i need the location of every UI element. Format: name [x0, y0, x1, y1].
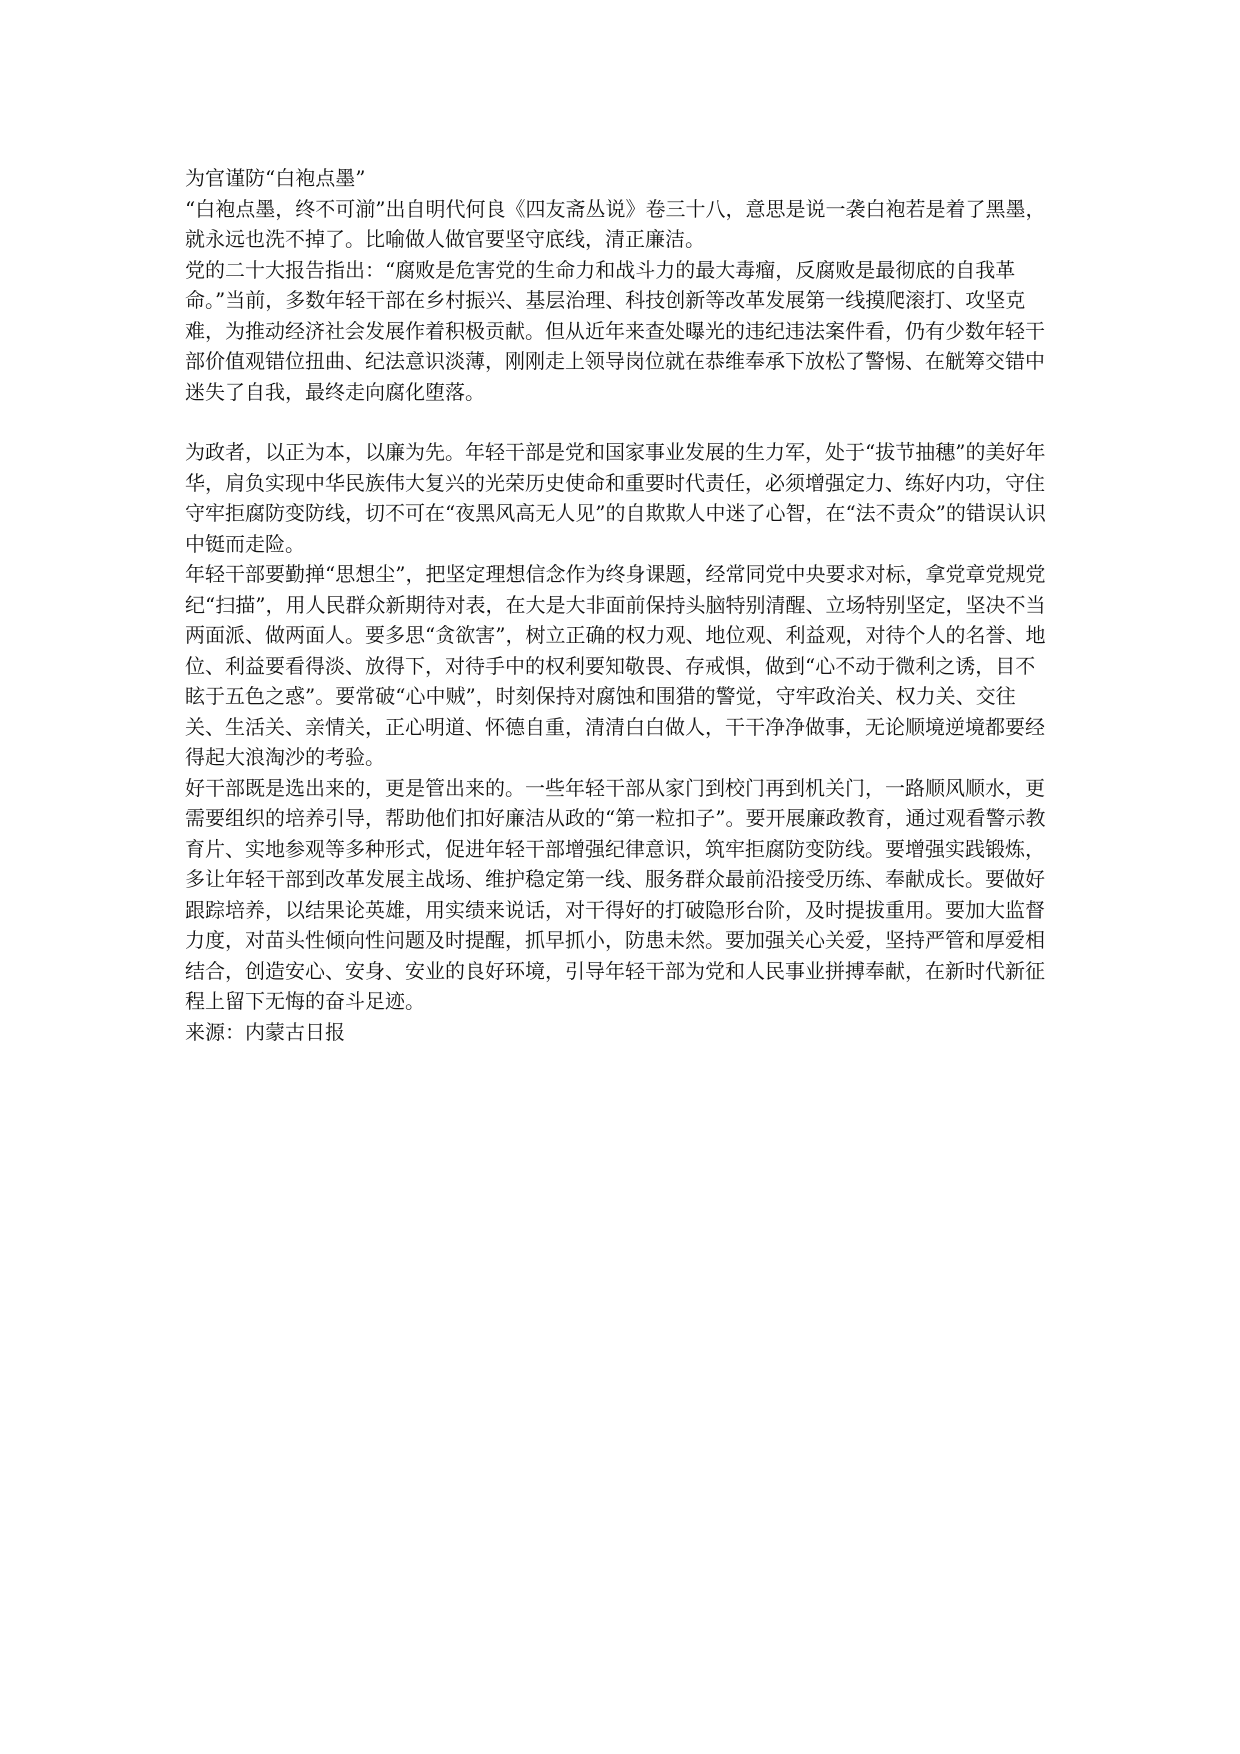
paragraph-intro: “白袍点墨，终不可湔”出自明代何良《四友斋丛说》卷三十八，意思是说一袭白袍若是着了黑墨，就永远也洗不掉了。比喻做人做官要坚守底线，清正廉洁。 — [185, 196, 1046, 251]
paragraph-spacer — [185, 407, 1055, 437]
paragraph-young-cadres: 年轻干部要勤掸“思想尘”，把坚定理想信念作为终身课题，经常同党中央要求对标，拿党章党规党纪“扫描”，用人民群众新期待对表，在大是大非面前保持头脑特别清醒、立场特别坚定，坚决不当两面派、做两面人。要多思“贪欲害”，树立正确的权力观、地位观、利益观，对待个人的名誉、地位、利益要看得淡、放得下，对待手中的权利要知敬畏、存戒惧，做到“心不动于微利之诱，目不眩于五色之惑”。要常破“心中贼”，时刻保持对腐蚀和围猎的警觉，守牢政治关、权力关、交往关、生活关、亲情关，正心明道、怀德自重，清清白白做人，干干净净做事，无论顺境逆境都要经得起大浪淘沙的考验。 — [185, 562, 1046, 769]
article-body — [185, 163, 1055, 1047]
article-title: 为官谨防“白袍点墨” — [185, 166, 366, 190]
paragraph-governance: 为政者，以正为本，以廉为先。年轻干部是党和国家事业发展的生力军，处于“拔节抽穗”的美好年华，肩负实现中华民族伟大复兴的光荣历史使命和重要时代责任，必须增强定力、练好内功，守住守牢拒腐防变防线，切不可在“夜黑风高无人见”的自欺欺人中迷了心智，在“法不责众”的错误认识中铤而走险。 — [185, 440, 1046, 556]
paragraph-management: 好干部既是选出来的，更是管出来的。一些年轻干部从家门到校门再到机关门，一路顺风顺水，更需要组织的培养引导，帮助他们扣好廉洁从政的“第一粒扣子”。要开展廉政教育，通过观看警示教育片、实地参观等多种形式，促进年轻干部增强纪律意识，筑牢拒腐防变防线。要增强实践锻炼，多让年轻干部到改革发展主战场、维护稳定第一线、服务群众最前沿接受历练、奉献成长。要做好跟踪培养，以结果论英雄，用实绩来说话，对干得好的打破隐形台阶，及时提拔重用。要加大监督力度，对苗头性倾向性问题及时提醒，抓早抓小，防患未然。要加强关心关爱，坚持严管和厚爱相结合，创造安心、安身、安业的良好环境，引导年轻干部为党和人民事业拼搏奉献，在新时代新征程上留下无悔的奋斗足迹。 — [185, 775, 1046, 1013]
article-source: 来源：内蒙古日报 — [185, 1019, 345, 1044]
paragraph-report: 党的二十大报告指出：“腐败是危害党的生命力和战斗力的最大毒瘤，反腐败是最彻底的自我革命。”当前，多数年轻干部在乡村振兴、基层治理、科技创新等改革发展第一线摸爬滚打、攻坚克难，为推动经济社会发展作着积极贡献。但从近年来查处曝光的违纪违法案件看，仍有少数年轻干部价值观错位扭曲、纪法意识淡薄，刚刚走上领导岗位就在恭维奉承下放松了警惕、在觥筹交错中迷失了自我，最终走向腐化堕落。 — [185, 257, 1045, 404]
